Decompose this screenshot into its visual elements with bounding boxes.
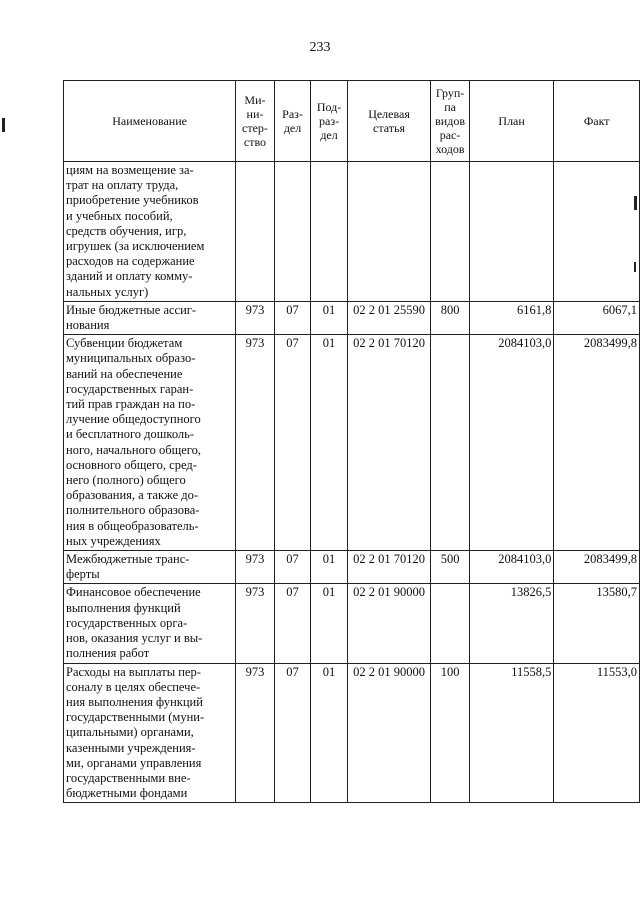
row-plan: 2084103,0 (469, 335, 554, 551)
row-subsection: 01 (311, 301, 348, 334)
row-name: Финансовое обеспечение выполнения функций государственных орга- нов, оказания услуг и вы- полнения работ (64, 584, 236, 663)
row-name: Субвенции бюджетам муниципальных образо- ваний на обеспечение государственных гаран- тий прав граждан на по- лучение общедоступного и бесплатного дошколь- ного, начального общего, основного общего, сред- него (полного) общего образования, а также до- полнительного образова- ния в общеобразователь- ных учреждениях (64, 335, 236, 551)
row-fact: 11553,0 (554, 663, 640, 803)
row-ministry: 973 (236, 663, 275, 803)
header-subsection: Под- раз- дел (311, 81, 348, 162)
row-plan: 2084103,0 (469, 551, 554, 584)
row-subsection (311, 162, 348, 302)
row-fact (554, 162, 640, 302)
row-target (347, 162, 430, 302)
row-name: циям на возмещение за- трат на оплату труда, приобретение учебников и учебных пособий, средств обучения, игр, игрушек (за исключением расходов на содержание зданий и оплату комму- нальных услуг) (64, 162, 236, 302)
row-target: 02 2 01 70120 (347, 335, 430, 551)
row-target: 02 2 01 25590 (347, 301, 430, 334)
row-subsection: 01 (311, 584, 348, 663)
table-row (64, 584, 640, 663)
row-group (431, 335, 470, 551)
header-name: Наименование (64, 81, 236, 162)
row-plan: 11558,5 (469, 663, 554, 803)
row-subsection: 01 (311, 551, 348, 584)
row-section: 07 (274, 335, 311, 551)
table-row (64, 551, 640, 584)
table-row (64, 301, 640, 334)
scan-artifact (2, 118, 5, 132)
table-header-row (64, 81, 640, 162)
row-target: 02 2 01 90000 (347, 663, 430, 803)
row-group (431, 584, 470, 663)
row-fact: 2083499,8 (554, 335, 640, 551)
row-group: 100 (431, 663, 470, 803)
header-plan: План (469, 81, 554, 162)
header-ministry: Ми- ни- стер- ство (236, 81, 275, 162)
budget-table (63, 80, 640, 803)
row-ministry: 973 (236, 335, 275, 551)
header-fact: Факт (554, 81, 640, 162)
row-ministry (236, 162, 275, 302)
row-ministry: 973 (236, 301, 275, 334)
header-group: Груп- па видов рас- ходов (431, 81, 470, 162)
row-target: 02 2 01 70120 (347, 551, 430, 584)
row-ministry: 973 (236, 551, 275, 584)
row-plan (469, 162, 554, 302)
table-row (64, 162, 640, 302)
row-name: Межбюджетные транс- ферты (64, 551, 236, 584)
row-section: 07 (274, 584, 311, 663)
row-fact: 6067,1 (554, 301, 640, 334)
row-fact: 2083499,8 (554, 551, 640, 584)
row-plan: 6161,8 (469, 301, 554, 334)
row-target: 02 2 01 90000 (347, 584, 430, 663)
table-row (64, 335, 640, 551)
header-section: Раз- дел (274, 81, 311, 162)
row-section: 07 (274, 663, 311, 803)
header-target: Целевая статья (347, 81, 430, 162)
row-ministry: 973 (236, 584, 275, 663)
row-fact: 13580,7 (554, 584, 640, 663)
row-group: 500 (431, 551, 470, 584)
row-subsection: 01 (311, 663, 348, 803)
row-subsection: 01 (311, 335, 348, 551)
row-name: Иные бюджетные ассиг- нования (64, 301, 236, 334)
row-section: 07 (274, 551, 311, 584)
row-name: Расходы на выплаты пер- соналу в целях обеспече- ния выполнения функций государственными (муни- ципальными) органами, казенными учреждения- ми, органами управления государственными вне- бюджетными фондами (64, 663, 236, 803)
table-row (64, 663, 640, 803)
row-group (431, 162, 470, 302)
page-number: 233 (309, 40, 331, 55)
row-section (274, 162, 311, 302)
row-section: 07 (274, 301, 311, 334)
row-group: 800 (431, 301, 470, 334)
row-plan: 13826,5 (469, 584, 554, 663)
